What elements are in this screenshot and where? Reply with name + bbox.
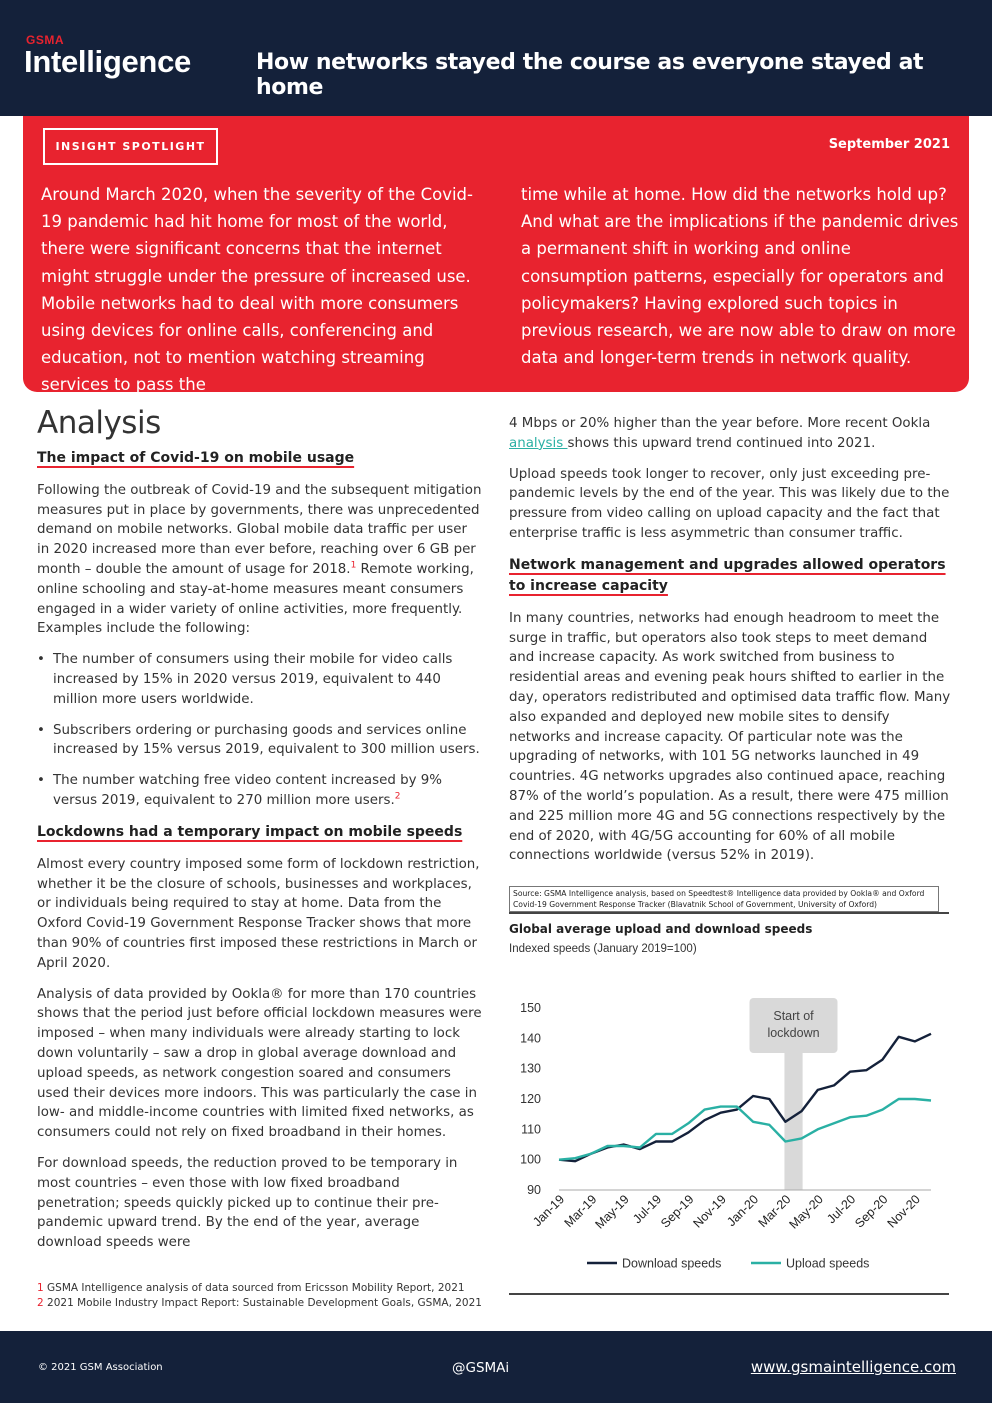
paragraph-continued-b: shows this upward trend continued into 2021. [567, 435, 876, 451]
footnote-1 [37, 1281, 482, 1296]
paragraph-capacity: In many countries, networks had enough headroom to meet the surge in traffic, but operators also took steps to meet demand and increase capacity. As work switched from business to residential areas and evening peak hours shifted to earlier in the day, operators redistributed and optimised data traffic flow. Many also expanded and deployed new mobile sites to densify networks and increase capacity. Of particular note was the upgrading of networks, with 101 5G networks launched in 49 countries. 4G networks upgrades also continued apace, reaching 87% of the world’s population. As a result, there were 475 million and 225 million more 4G and 5G connections respectively by the end of 2020, with 4G/5G accounting for 60% of all mobile connections worldwide (versus 52% in 2019). [509, 610, 951, 864]
x-tick-label: Jul-19 [630, 1192, 665, 1227]
examples-list [37, 650, 482, 811]
chart-source: Source: GSMA Intelligence analysis, based on Speedtest® Intelligence data provided by Ookla® and Oxford Covid-19 Government Response Tracker (Blavatnik School of Government, University of Oxford) [509, 886, 939, 912]
page-title: How networks stayed the course as everyone stayed at home [256, 50, 924, 100]
list-item: • The number of consumers using their mobile for video calls increased by 15% in 2020 versus 2019, equivalent to 440 million more users worldwide. [37, 650, 482, 709]
chart-title: Global average upload and download speeds [509, 922, 813, 936]
paragraph-usage-tail: Remote working, online schooling and stay-at-home measures meant consumers engaged in a wider variety of online activities, more frequently. Examples include the following: [37, 561, 474, 637]
speed-chart [509, 990, 949, 1290]
lockdown-label: Start of [773, 1009, 814, 1023]
paragraph-lockdowns: Almost every country imposed some form of lockdown restriction, whether it be the closure of schools, businesses and workplaces, or individuals being required to stay at home. Data from the Oxford Covid-19 Government Response Tracker shows that more than 90% of countries first imposed these restrictions in March or April 2020. [37, 856, 480, 971]
chart-subtitle: Indexed speeds (January 2019=100) [509, 943, 697, 955]
copyright: © 2021 GSM Association [38, 1362, 163, 1373]
x-tick-label: Jan-20 [724, 1192, 762, 1230]
footnote-text: 2021 Mobile Industry Impact Report: Sustainable Development Goals, GSMA, 2021 [43, 1296, 482, 1309]
paragraph-usage [37, 481, 482, 639]
footnote-ref-2[interactable]: 2 [394, 791, 401, 802]
y-tick-label: 110 [521, 1122, 541, 1137]
footnotes [37, 1281, 482, 1310]
paragraph-upload: Upload speeds took longer to recover, only just exceeding pre-pandemic levels by the end of the year. This was likely due to the pressure from video calling on upload capacity and the fact that enterprise traffic is less asymmetric than consumer traffic. [509, 466, 950, 541]
paragraph-usage-text: Following the outbreak of Covid-19 and the subsequent mitigation measures put in place by governments, there was unprecedented demand on mobile networks. Global mobile data traffic per user in 2020 increased more than ever before, reaching over 6 GB per month – double the amount of usage for 2018. [37, 482, 482, 577]
right-column [509, 414, 952, 877]
legend-label: Download speeds [622, 1256, 722, 1271]
subheading-covid-impact: The impact of Covid-19 on mobile usage [37, 449, 355, 466]
x-tick-label: Nov-20 [884, 1192, 923, 1231]
x-tick-label: Mar-19 [561, 1192, 600, 1231]
website-link[interactable]: www.gsmaintelligence.com [750, 1358, 956, 1376]
x-tick-label: Sep-20 [852, 1192, 891, 1231]
page-footer [0, 1331, 992, 1403]
x-tick-label: Nov-19 [690, 1192, 729, 1231]
list-item: • Subscribers ordering or purchasing goods and services online increased by 15% versus 2019, equivalent to 300 million users. [37, 721, 482, 761]
footnote-number: 2 [37, 1296, 44, 1309]
footnote-2 [37, 1296, 482, 1311]
subheading-lockdowns: Lockdowns had a temporary impact on mobile speeds [37, 823, 463, 840]
page-header [0, 0, 992, 116]
hero-banner [23, 116, 969, 395]
left-column [37, 405, 482, 1264]
series-line-upload [559, 1099, 931, 1160]
analysis-link[interactable]: analysis [509, 435, 568, 451]
publication-date: September 2021 [828, 137, 950, 152]
paragraph-continued-a: 4 Mbps or 20% higher than the year before. More recent Ookla [509, 416, 931, 431]
hero-text-left: Around March 2020, when the severity of the Covid-19 pandemic had hit home for most of the world, there were significant concerns that the internet might struggle under the pressure of increased use. Mobile networks had to deal with more consumers using devices for online calls, conferencing and education, not to mention watching streaming services to pass the [41, 185, 473, 395]
divider [509, 1293, 949, 1295]
x-tick-label: May-20 [786, 1192, 826, 1232]
analysis-heading: Analysis [37, 405, 161, 441]
footnote-text: GSMA Intelligence analysis of data sourced from Ericsson Mobility Report, 2021 [43, 1282, 465, 1294]
series-line-download [559, 1034, 931, 1161]
paragraph-download: For download speeds, the reduction proved to be temporary in most countries – even those with low fixed broadband penetration; speeds quickly picked up to continue their pre-pandemic upward trend. By the end of the year, average download speeds were [37, 1155, 458, 1251]
insight-spotlight-badge: INSIGHT SPOTLIGHT [43, 128, 218, 165]
y-tick-label: 130 [520, 1061, 541, 1076]
logo-intelligence: Intelligence [24, 44, 191, 79]
legend-label: Upload speeds [786, 1256, 870, 1271]
y-tick-label: 150 [520, 1001, 541, 1015]
list-item-text: The number watching free video content increased by 9% versus 2019, equivalent to 270 million more users. [53, 773, 443, 808]
hero-text-right: time while at home. How did the networks hold up? And what are the implications if the pandemic drives a permanent shift in working and online consumption patterns, especially for operators and policymakers? Having explored such topics in previous research, we are now able to draw on more data and longer-term trends in network quality. [521, 185, 959, 368]
x-tick-label: May-19 [592, 1192, 632, 1232]
list-item [37, 771, 482, 811]
y-tick-label: 140 [520, 1031, 541, 1046]
divider [509, 912, 949, 914]
y-tick-label: 120 [520, 1092, 541, 1106]
subheading-network-management: Network management and upgrades allowed operators to increase capacity [509, 556, 946, 594]
footnote-ref-1[interactable]: 1 [350, 560, 357, 571]
lockdown-label: lockdown [767, 1026, 820, 1040]
x-tick-label: Jul-20 [824, 1192, 859, 1227]
paragraph-continued [509, 414, 952, 454]
paragraph-ookla: Analysis of data provided by Ookla® for more than 170 countries shows that the period just before official lockdown measures were imposed – when many individuals were already starting to lock down voluntarily – saw a drop in global average download and upload speeds, as network congestion soared and consumers used their devices more indoors. This was particularly the case in low- and middle-income countries with limited fixed networks, as consumers could not rely on fixed broadband in their homes. [37, 986, 482, 1141]
x-tick-label: Mar-20 [755, 1192, 794, 1231]
x-tick-label: Jan-19 [530, 1192, 568, 1230]
twitter-handle-link[interactable]: @GSMAi [452, 1360, 510, 1376]
y-tick-label: 90 [527, 1183, 541, 1197]
y-tick-label: 100 [520, 1152, 541, 1167]
x-tick-label: Sep-19 [658, 1192, 697, 1231]
logo-gsma: GSMA [26, 33, 64, 47]
footnote-number: 1 [37, 1282, 44, 1294]
